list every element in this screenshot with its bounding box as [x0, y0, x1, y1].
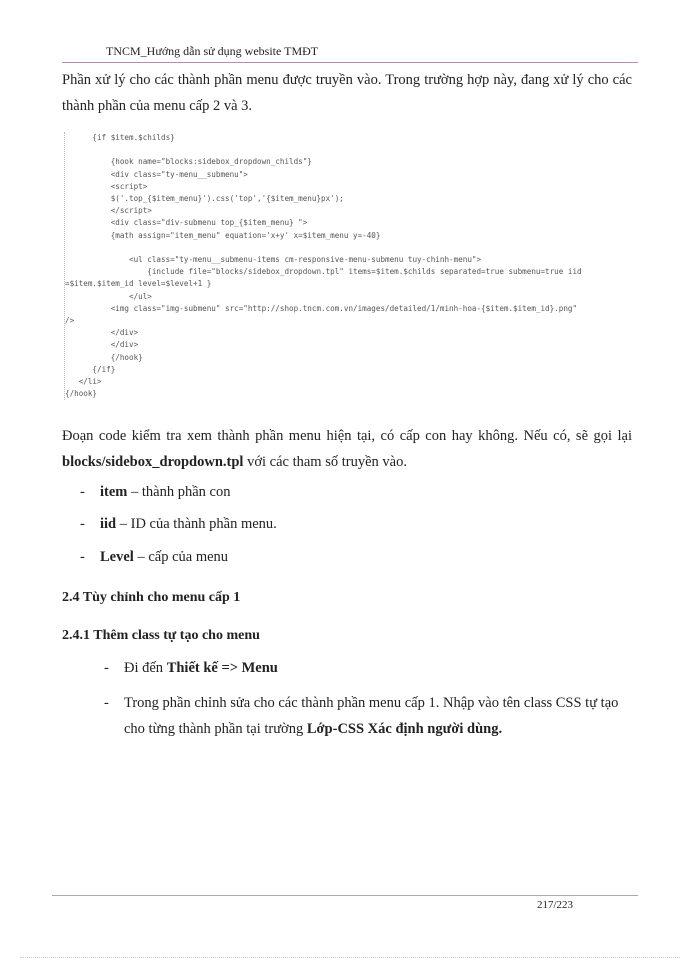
param-desc: – cấp của menu: [133, 549, 229, 565]
menu-path: Thiết kế => Menu: [166, 660, 278, 676]
code-line: =$item.$item_id level=$level+1 }: [65, 279, 212, 289]
code-line: </li>: [65, 377, 102, 387]
paragraph-intro: Phần xử lý cho các thành phần menu được truyền vào. Trong trường hợp này, đang xử lý cho các thành phần của menu cấp 2 và 3.: [62, 72, 632, 114]
page-header: TNCM_Hướng dẫn sử dụng website TMĐT: [106, 44, 319, 58]
section-heading-2-4-1: 2.4.1 Thêm class tự tạo cho menu: [62, 628, 260, 643]
field-name: Lớp-CSS Xác định người dùng.: [306, 721, 503, 737]
code-line: {include file="blocks/sidebox_dropdown.tpl" items=$item.$childs separated=true submenu=true iid: [65, 267, 582, 277]
param-desc: – thành phần con: [127, 484, 231, 500]
code-line: </div>: [65, 328, 139, 338]
param-name: iid: [100, 516, 117, 532]
code-line: {/if}: [65, 364, 116, 374]
param-name: item: [100, 484, 128, 500]
param-desc: – ID của thành phần menu.: [116, 516, 277, 532]
code-line: <script>: [65, 181, 148, 191]
bullet: -: [80, 549, 85, 565]
code-line: {/hook}: [65, 352, 143, 362]
text: Trong phần chỉnh sửa cho các thành phần menu cấp 1. Nhập vào tên class CSS tự tạo cho từng thành phần tại trường: [124, 695, 619, 737]
text: Đi đến: [124, 660, 167, 676]
code-line: [65, 144, 645, 156]
code-line: {math assign="item_menu" equation='x+y' x=$item_menu y=-40}: [65, 230, 381, 240]
bullet: -: [80, 484, 85, 500]
code-line: <img class="img-submenu" src="http://shop.tncm.com.vn/images/detailed/1/minh-hoa-{$item.$item_id}.png": [65, 303, 578, 313]
header-divider: [62, 62, 638, 63]
code-line: [65, 242, 645, 254]
param-iid: [80, 516, 277, 533]
code-line: <ul class="ty-menu__submenu-items cm-responsive-menu-submenu tuy-chinh-menu">: [65, 255, 482, 264]
code-line: <div class="div-submenu top_{$item_menu} ">: [65, 218, 308, 228]
bullet: -: [104, 660, 109, 676]
code-line: </ul>: [65, 291, 152, 301]
page-bottom-border: [20, 957, 680, 958]
code-line: {/hook}: [65, 389, 98, 399]
section-heading-2-4: 2.4 Tùy chỉnh cho menu cấp 1: [62, 590, 241, 605]
page-number: 217/223: [537, 899, 574, 911]
code-line: </div>: [65, 340, 139, 350]
text: với các tham số truyền vào.: [243, 454, 407, 470]
code-line: {hook name="blocks:sidebox_dropdown_childs"}: [65, 157, 312, 167]
footer-divider: [52, 895, 638, 896]
text: Đoạn code kiểm tra xem thành phần menu hiện tại, có cấp con hay không. Nếu có, sẽ gọi lại: [62, 428, 632, 444]
param-name: Level: [100, 549, 134, 565]
bullet: -: [104, 695, 109, 711]
param-item: [80, 484, 230, 501]
paragraph-explanation: [62, 423, 632, 475]
code-line: </script>: [65, 206, 152, 216]
step-2-text: [124, 690, 629, 742]
step-2: [104, 690, 629, 742]
param-level: [80, 549, 228, 566]
code-line: {if $item.$childs}: [65, 133, 175, 142]
code-snippet: [64, 132, 645, 400]
code-line: $('.top_{$item_menu}').css('top','{$item_menu}px');: [65, 194, 344, 203]
code-line: <div class="ty-menu__submenu">: [65, 169, 248, 179]
step-1: [104, 660, 278, 677]
file-name: blocks/sidebox_dropdown.tpl: [62, 454, 244, 470]
code-line: />: [65, 316, 75, 326]
bullet: -: [80, 516, 85, 532]
